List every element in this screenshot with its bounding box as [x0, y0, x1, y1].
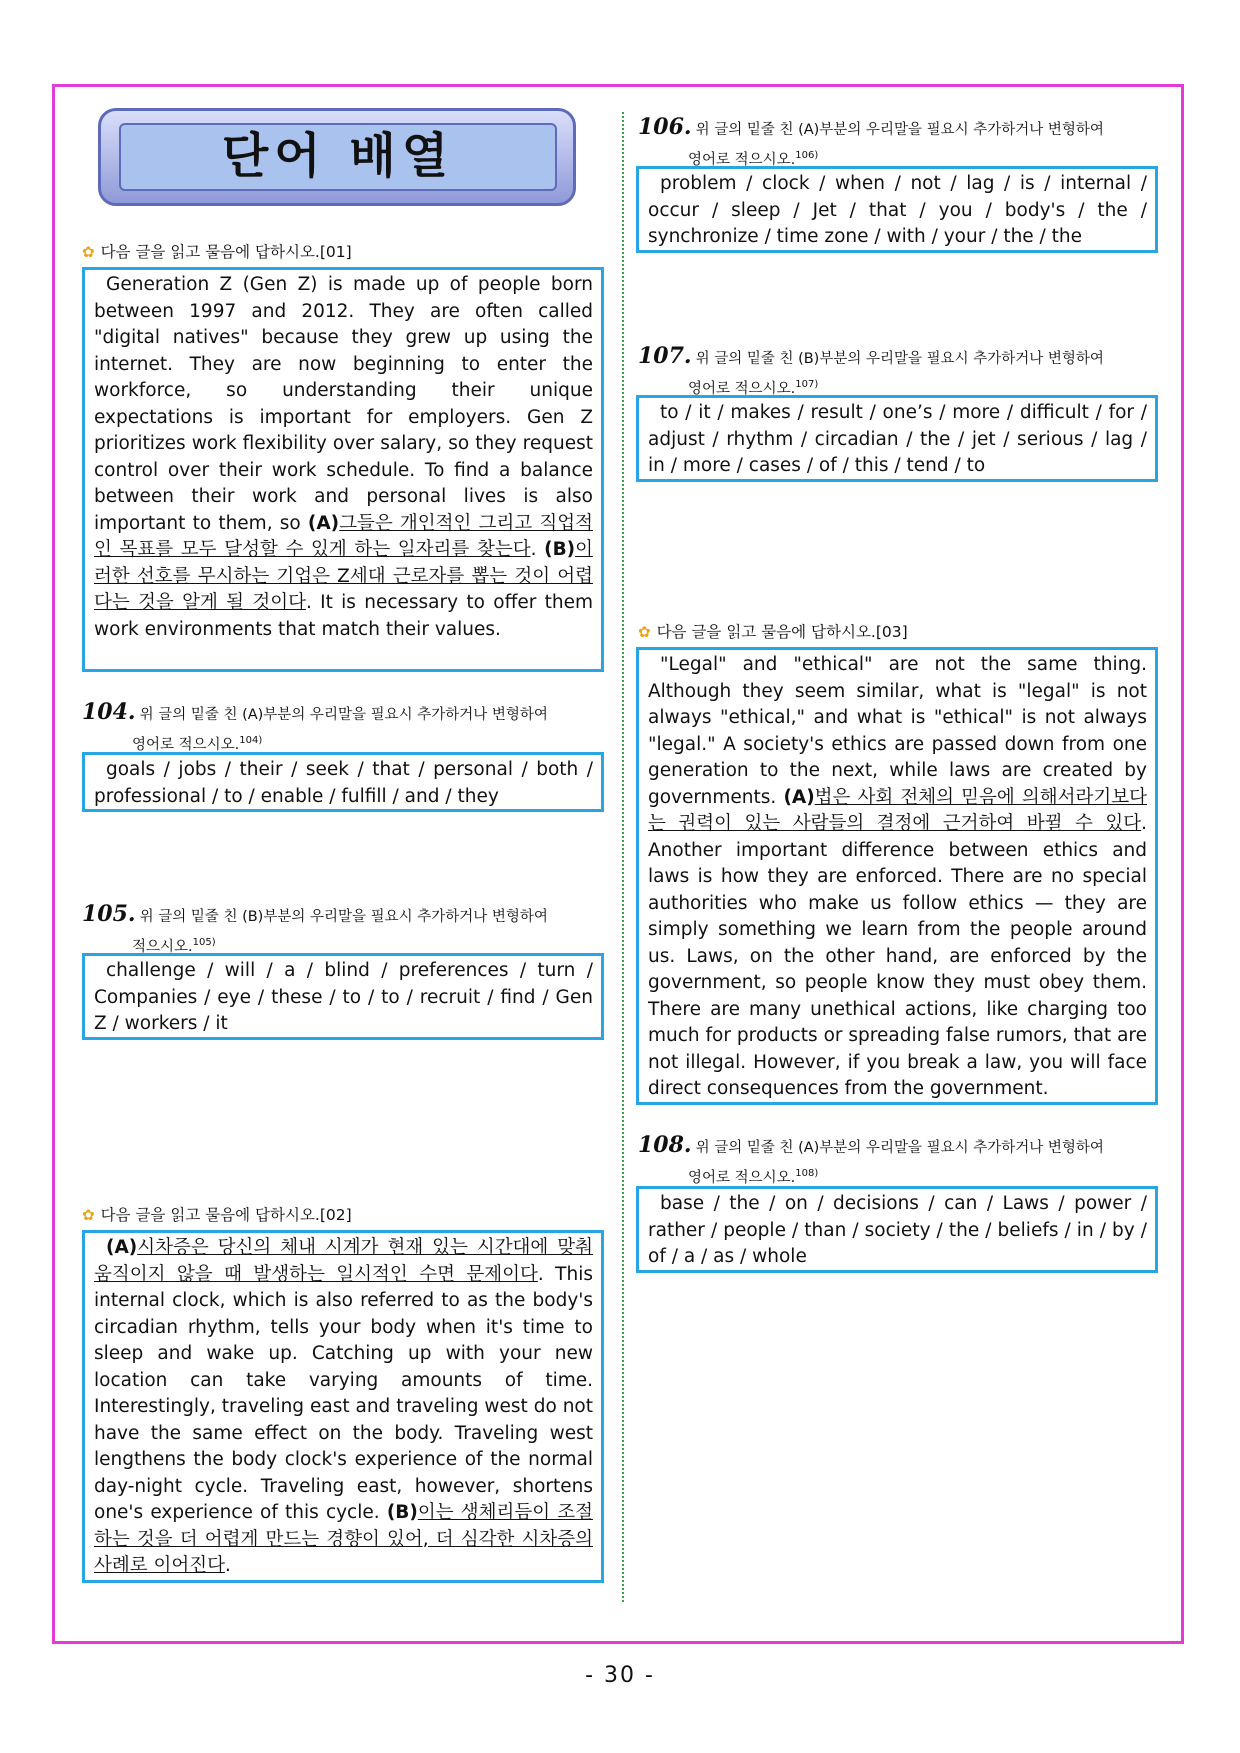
question-104 [82, 700, 602, 758]
column-divider [622, 112, 624, 1602]
question-text: 위 글의 밑줄 친 (A)부분의 우리말을 필요시 추가하거나 변형하여 [695, 122, 1104, 138]
instruction-03 [638, 622, 908, 642]
word-list: challenge / will / a / blind / preferences / turn / Companies / eye / these / to / to / recruit / find / Gen Z / workers / it [94, 960, 593, 1034]
page-number: - 30 - [585, 1663, 655, 1688]
word-list: to / it / makes / result / one’s / more / difficult / for / adjust / rhythm / circadian / the / jet / serious / lag / in / more / cases / of / this / tend / to [648, 402, 1147, 476]
passage-text-end: . It is necessary to offer them work environments that match their values. [94, 592, 593, 640]
question-105 [82, 902, 602, 960]
footnote-ref: 106) [795, 150, 819, 161]
passage-text-end: . [224, 1555, 231, 1576]
mark-b: (B) [386, 1502, 418, 1523]
footnote-ref: 105) [192, 937, 216, 948]
passage-text: Generation Z (Gen Z) is made up of people born between 1997 and 2012. They are often called "digital natives" because they grew up using the internet. They are now beginning to enter the workforce, so understanding their unique expectations is important for employers. Gen Z prioritizes work flexibility over salary, so they request control over their work schedule. To find a balance between their work and personal lives is also important to them, so [94, 274, 593, 534]
underlined-a: 시차증은 당신의 체내 시계가 현재 있는 시간대에 맞춰 움직이지 않을 때 발생하는 일시적인 수면 문제이다 [94, 1237, 593, 1285]
instruction-text: 다음 글을 읽고 물음에 답하시오.[02] [100, 1206, 352, 1224]
passage-text: . This internal clock, which is also referred to as the body's circadian rhythm, tells your body when it's time to sleep and wake up. Catching up with your new location can take varying amounts of time. Interestingly, traveling east and traveling west do not have the same effect on the body. Traveling west lengthens the body clock's experience of the normal day-night cycle. Traveling east, however, shortens one's experience of this cycle. [94, 1263, 593, 1523]
question-text: 위 글의 밑줄 친 (B)부분의 우리말을 필요시 추가하거나 변형하여 [139, 909, 548, 925]
underlined-b: 이는 생체리듬이 조절하는 것을 더 어렵게 만드는 경향이 있어, 더 심각한 시차증의 사례로 이어진다 [94, 1502, 594, 1576]
instruction-01 [82, 242, 352, 262]
passage-01 [82, 267, 604, 672]
underlined-b: 이러한 선호를 무시하는 기업은 Z세대 근로자를 뽑는 것이 어렵다는 것을 알게 될 것이다 [94, 539, 593, 613]
question-107 [638, 344, 1158, 402]
mark-b: (B) [544, 539, 576, 560]
title-banner [98, 108, 576, 206]
word-list: problem / clock / when / not / lag / is / internal / occur / sleep / Jet / that / you / body's / the / synchronize / time zone / with / your / the / the [648, 173, 1147, 247]
question-106 [638, 115, 1158, 173]
mark-a: (A) [307, 512, 340, 534]
separator: . [530, 539, 545, 560]
instruction-02 [82, 1205, 352, 1225]
footnote-ref: 108) [795, 1168, 819, 1179]
question-number: 105. [82, 901, 136, 927]
underlined-a: 법은 사회 전체의 믿음에 의해서라기보다는 권력이 있는 사람들의 결정에 근거하여 바뀔 수 있다 [648, 786, 1147, 834]
passage-02 [82, 1230, 604, 1583]
question-text-2: 영어로 적으시오. [132, 736, 240, 753]
passage-text: "Legal" and "ethical" are not the same thing. Although they seem similar, what is "legal" is not always "ethical," and what is "ethical" is not always "legal." A society's ethics are passed down from one generation to the next, while laws are created by governments. [648, 654, 1147, 808]
question-number: 108. [638, 1132, 692, 1158]
answer-box-108 [636, 1186, 1158, 1273]
footnote-ref: 107) [795, 379, 819, 390]
passage-03 [636, 647, 1158, 1105]
answer-box-106 [636, 166, 1158, 253]
question-text-2: 적으시오. [132, 938, 193, 955]
flower-icon: ✿ [638, 623, 651, 641]
mark-a: (A) [106, 1237, 138, 1258]
mark-a: (A) [783, 786, 815, 808]
answer-box-104 [82, 752, 604, 812]
instruction-text: 다음 글을 읽고 물음에 답하시오.[01] [100, 243, 352, 261]
passage-text-end: . Another important difference between ethics and laws is how they are enforced. There are no special authorities who make us follow ethics — they are simply something we learn from the people around us. Laws, on the other hand, are enforced by the government, so people know they must obey them. There are many unethical actions, like charging too much for products or spreading false rumors, that are not illegal. However, if you break a law, you will face direct consequences from the government. [648, 813, 1147, 1099]
question-text-2: 영어로 적으시오. [688, 151, 796, 168]
answer-box-107 [636, 395, 1158, 482]
underlined-a: 그들은 개인적인 그리고 직업적인 목표를 모두 달성할 수 있게 하는 일자리를 찾는다 [94, 512, 593, 560]
question-text: 위 글의 밑줄 친 (B)부분의 우리말을 필요시 추가하거나 변형하여 [695, 351, 1104, 367]
question-text: 위 글의 밑줄 친 (A)부분의 우리말을 필요시 추가하거나 변형하여 [695, 1140, 1104, 1156]
question-text: 위 글의 밑줄 친 (A)부분의 우리말을 필요시 추가하거나 변형하여 [139, 707, 548, 723]
page-title: 단어 배열 [119, 123, 557, 191]
flower-icon: ✿ [82, 1206, 95, 1224]
instruction-text: 다음 글을 읽고 물음에 답하시오.[03] [656, 623, 908, 641]
footnote-ref: 104) [239, 735, 263, 746]
question-number: 106. [638, 114, 692, 140]
flower-icon: ✿ [82, 243, 95, 261]
word-list: goals / jobs / their / seek / that / personal / both / professional / to / enable / fulfill / and / they [94, 759, 593, 807]
question-108 [638, 1133, 1158, 1191]
question-text-2: 영어로 적으시오. [688, 1169, 796, 1186]
question-number: 107. [638, 343, 692, 369]
question-text-2: 영어로 적으시오. [688, 380, 796, 397]
answer-box-105 [82, 953, 604, 1040]
word-list: base / the / on / decisions / can / Laws / power / rather / people / than / society / the / beliefs / in / by / of / a / as / whole [648, 1193, 1147, 1267]
question-number: 104. [82, 699, 136, 725]
